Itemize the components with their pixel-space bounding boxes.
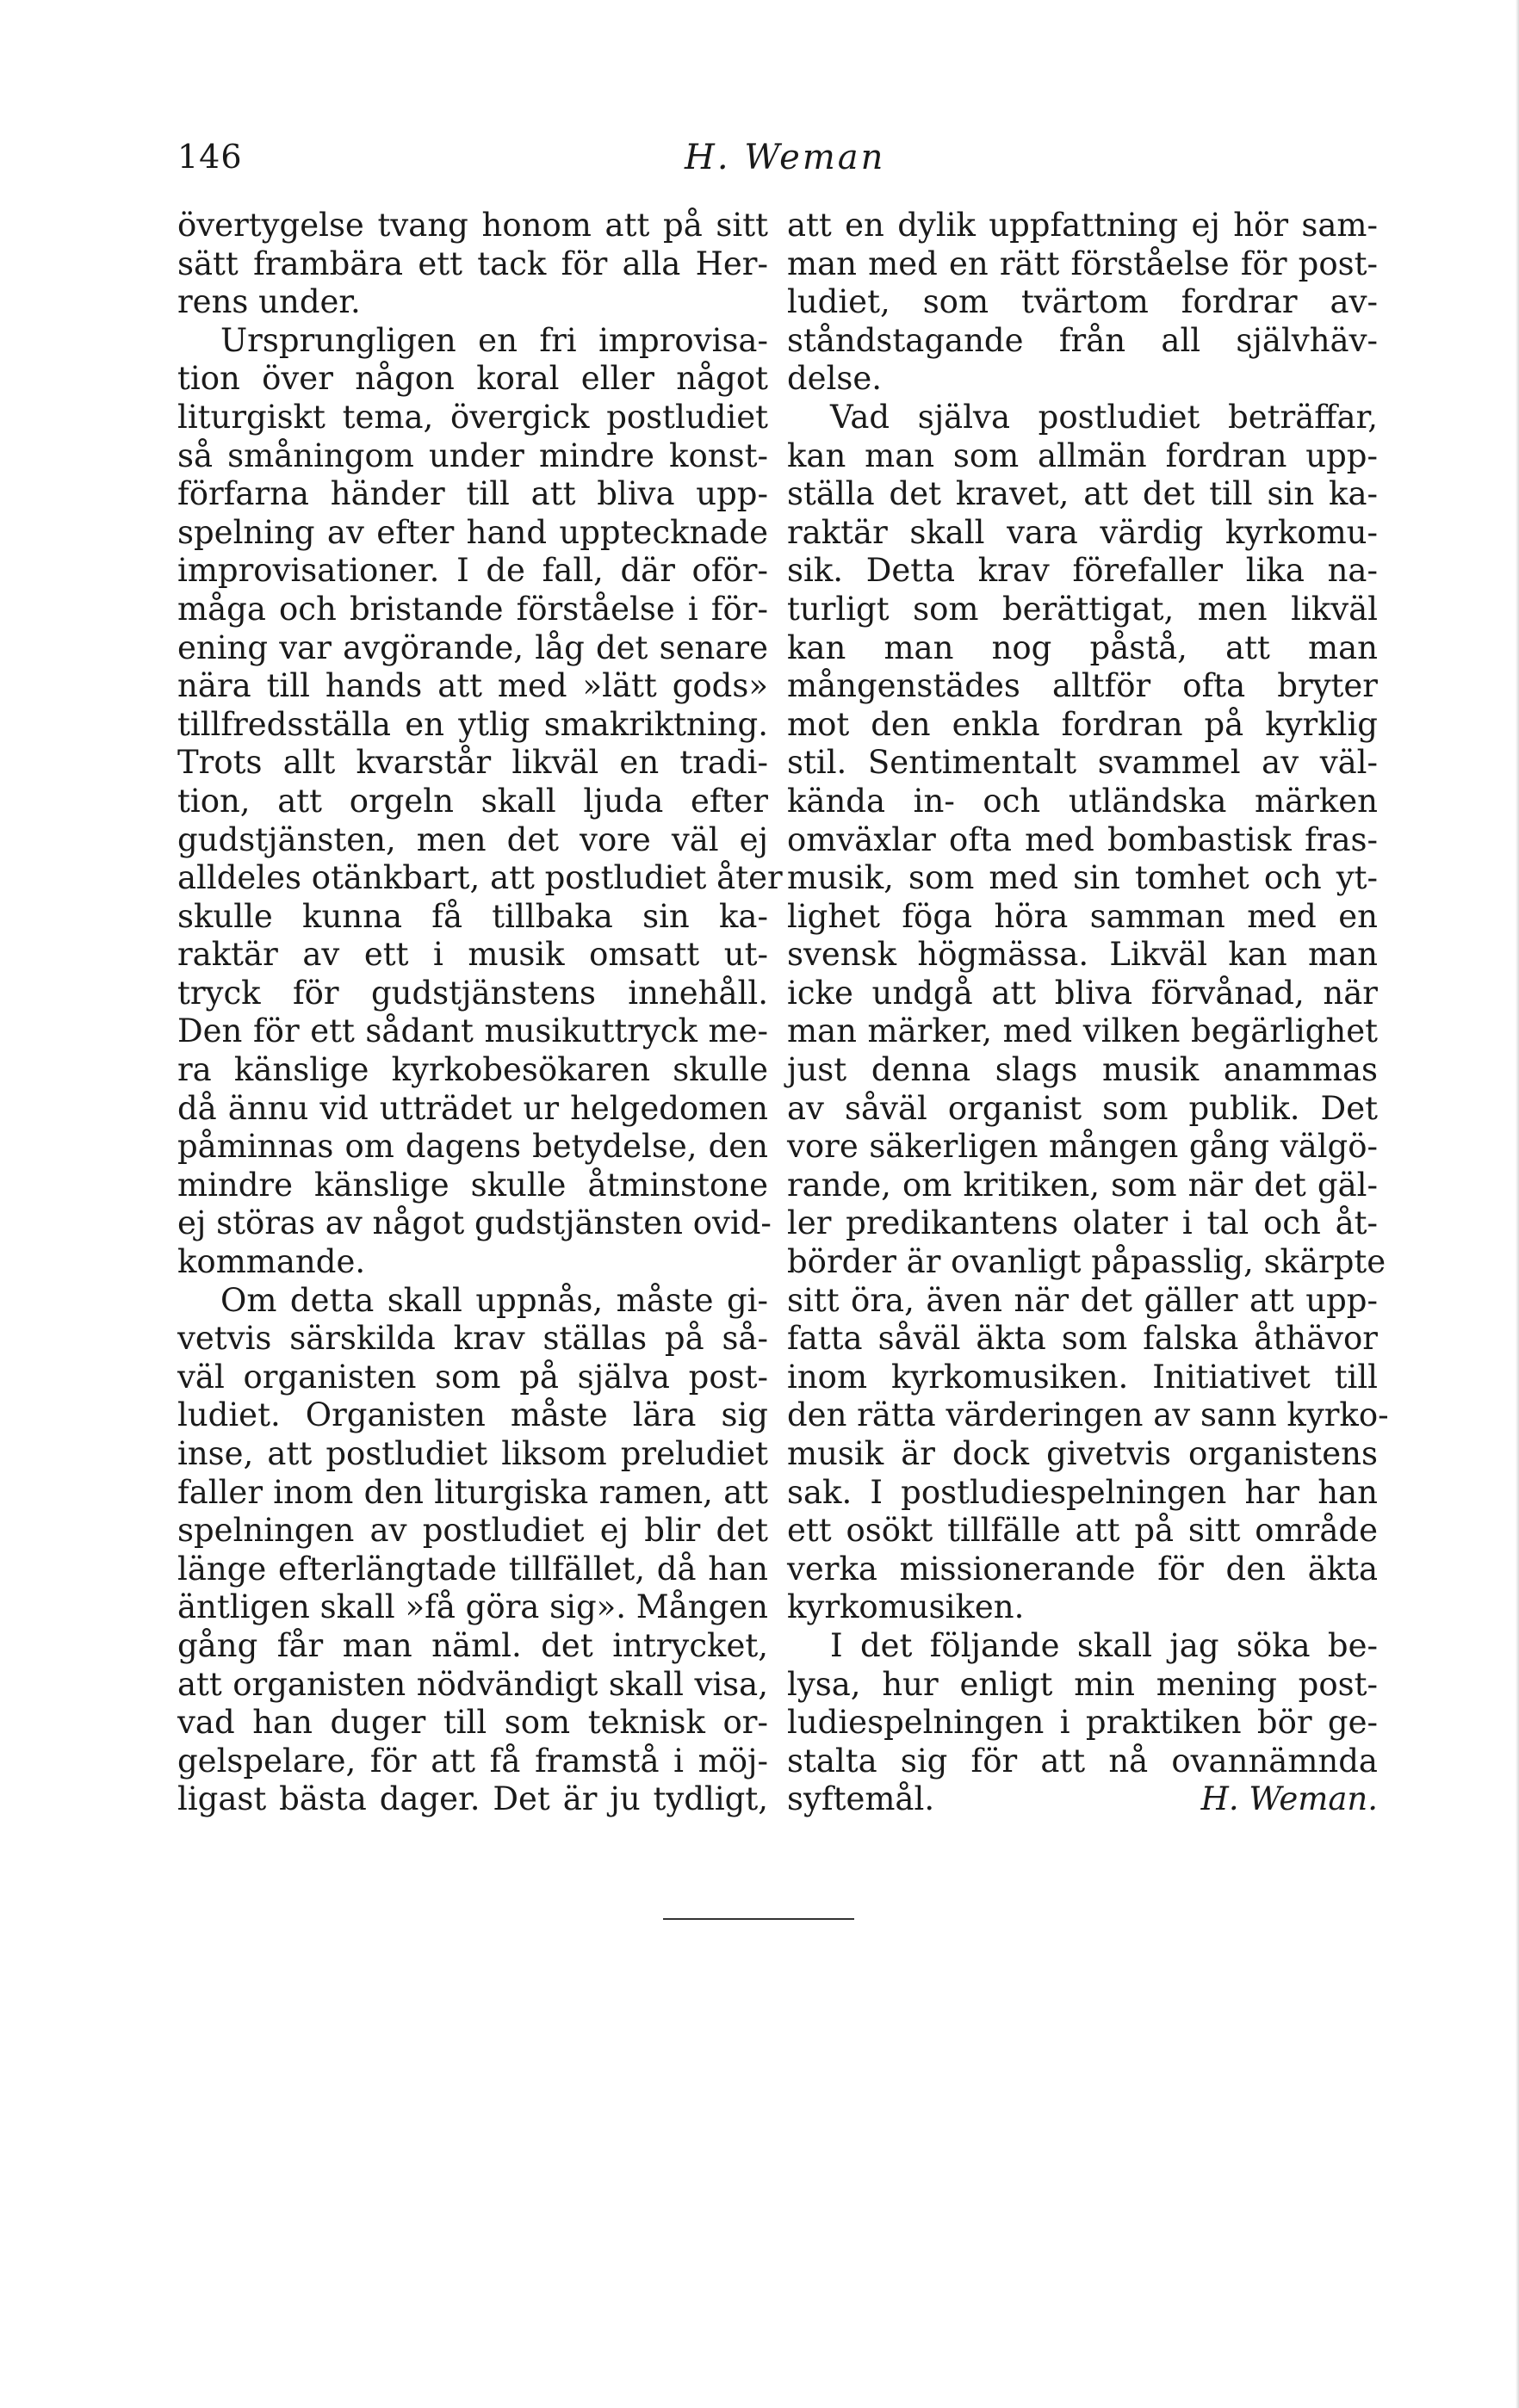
text-line: sitt öra, även när det gäller att upp- — [787, 1281, 1378, 1319]
text-line: kommande. — [177, 1243, 366, 1281]
text-line: lighet föga höra samman med en — [787, 897, 1378, 935]
text-line: Om detta skall uppnås, måste gi- — [220, 1281, 768, 1319]
text-line: ludiet. Organisten måste lära sig — [177, 1396, 768, 1434]
text-line: stalta sig för att nå ovannämnda — [787, 1742, 1378, 1780]
section-divider — [663, 1918, 854, 1920]
text-line: lysa, hur enligt min mening post- — [787, 1665, 1378, 1703]
text-line: turligt som berättigat, men likväl — [787, 590, 1378, 628]
page-number: 146 — [177, 138, 243, 176]
text-line: sätt frambära ett tack för alla Her- — [177, 245, 768, 282]
text-line: delse. — [787, 360, 883, 398]
text-line: så småningom under mindre konst- — [177, 436, 768, 474]
text-line: I det följande skall jag söka be- — [830, 1626, 1378, 1664]
text-line: sak. I postludiespelningen har han — [787, 1473, 1378, 1511]
text-line: ligast bästa dager. Det är ju tydligt, — [177, 1780, 768, 1818]
text-line: förfarna händer till att bliva upp- — [177, 475, 768, 513]
text-line: äntligen skall »få göra sig». Mången — [177, 1588, 768, 1626]
text-line: ra känslige kyrkobesökaren skulle — [177, 1051, 768, 1089]
text-line: ståndstagande från all självhäv- — [787, 321, 1378, 359]
text-line: Trots allt kvarstår likväl en tradi- — [177, 744, 768, 782]
text-line: måga och bristande förståelse i för- — [177, 590, 768, 628]
text-line: att organisten nödvändigt skall visa, — [177, 1665, 768, 1703]
text-line: vad han duger till som teknisk or- — [177, 1704, 768, 1742]
text-line: alldeles otänkbart, att postludiet åter — [177, 859, 783, 897]
text-line: då ännu vid utträdet ur helgedomen — [177, 1089, 768, 1127]
text-line: väl organisten som på själva post- — [177, 1358, 768, 1396]
text-line: verka missionerande för den äkta — [787, 1550, 1378, 1588]
text-line: rens under. — [177, 283, 361, 321]
text-line: nära till hands att med »lätt gods» — [177, 667, 768, 705]
text-line: rande, om kritiken, som när det gäl- — [787, 1166, 1378, 1204]
closing-line — [787, 1780, 1378, 1819]
text-line: stil. Sentimentalt svammel av väl- — [787, 744, 1378, 782]
text-line: spelningen av postludiet ej blir det — [177, 1512, 768, 1550]
text-line: musik, som med sin tomhet och yt- — [787, 859, 1378, 897]
text-line: tion, att orgeln skall ljuda efter — [177, 782, 768, 820]
scan-edge — [1516, 0, 1519, 2408]
text-line: Den för ett sådant musikuttryck me- — [177, 1012, 768, 1050]
text-line: fatta såväl äkta som falska åthävor — [787, 1320, 1378, 1358]
text-line: kan man nog påstå, att man — [787, 628, 1378, 666]
text-line: inse, att postludiet liksom preludiet — [177, 1435, 768, 1472]
text-line: av såväl organist som publik. Det — [787, 1089, 1378, 1127]
text-line: sik. Detta krav förefaller lika na- — [787, 552, 1378, 590]
text-line: länge efterlängtade tillfället, då han — [177, 1550, 768, 1588]
text-line: ludiespelningen i praktiken bör ge- — [787, 1704, 1378, 1742]
text-line: ett osökt tillfälle att på sitt område — [787, 1512, 1378, 1550]
text-line: den rätta värderingen av sann kyrko- — [787, 1396, 1389, 1434]
author-signature: H. Weman. — [1200, 1780, 1378, 1818]
text-line: mångenstädes alltför ofta bryter — [787, 667, 1378, 705]
text-line: kända in- och utländska märken — [787, 782, 1378, 820]
running-head: H. Weman — [685, 138, 886, 177]
text-line: påminnas om dagens betydelse, den — [177, 1128, 768, 1166]
text-line: tryck för gudstjänstens innehåll. — [177, 974, 768, 1012]
text-line: gelspelare, för att få framstå i möj- — [177, 1742, 768, 1780]
text-line: vore säkerligen mången gång välgö- — [787, 1128, 1378, 1166]
text-line: skulle kunna få tillbaka sin ka- — [177, 897, 768, 935]
text-line: just denna slags musik anammas — [787, 1051, 1378, 1089]
text-line: ludiet, som tvärtom fordrar av- — [787, 283, 1378, 321]
text-line: Vad själva postludiet beträffar, — [830, 398, 1378, 436]
left-column — [177, 207, 783, 1819]
text-line: icke undgå att bliva förvånad, när — [787, 974, 1378, 1012]
text-line: vetvis särskilda krav ställas på så- — [177, 1320, 768, 1358]
text-line: inom kyrkomusiken. Initiativet till — [787, 1358, 1378, 1396]
text-line: improvisationer. I de fall, där oför- — [177, 552, 768, 590]
text-line: man med en rätt förståelse för post- — [787, 245, 1378, 282]
text-line: liturgiskt tema, övergick postludiet — [177, 398, 768, 436]
text-line: svensk högmässa. Likväl kan man — [787, 936, 1378, 974]
text-line: ler predikantens olater i tal och åt- — [787, 1204, 1378, 1242]
text-line: mindre känslige skulle åtminstone — [177, 1166, 768, 1204]
text-line: gudstjänsten, men det vore väl ej — [177, 820, 768, 858]
right-column — [787, 207, 1389, 1819]
text-line: ej störas av något gudstjänsten ovid- — [177, 1204, 772, 1242]
text-line: man märker, med vilken begärlighet — [787, 1012, 1378, 1050]
text-line: gång får man näml. det intrycket, — [177, 1626, 768, 1664]
text-line: spelning av efter hand upptecknade — [177, 513, 768, 551]
text-line: kan man som allmän fordran upp- — [787, 436, 1378, 474]
text-line: tion över någon koral eller något — [177, 360, 768, 398]
text-line: mot den enkla fordran på kyrklig — [787, 705, 1378, 743]
text-line: tillfredsställa en ytlig smakriktning. — [177, 705, 768, 743]
text-line: raktär av ett i musik omsatt ut- — [177, 936, 768, 974]
text-line: övertygelse tvang honom att på sitt — [177, 207, 768, 244]
closing-text: syftemål. — [787, 1780, 935, 1818]
text-line: ening var avgörande, låg det senare — [177, 628, 768, 666]
text-line: ställa det kravet, att det till sin ka- — [787, 475, 1378, 513]
text-line: börder är ovanligt påpasslig, skärpte — [787, 1243, 1386, 1281]
text-line: musik är dock givetvis organistens — [787, 1435, 1378, 1472]
text-line: omväxlar ofta med bombastisk fras- — [787, 820, 1378, 858]
text-line: raktär skall vara värdig kyrkomu- — [787, 513, 1378, 551]
text-line: kyrkomusiken. — [787, 1588, 1025, 1626]
text-line: att en dylik uppfattning ej hör sam- — [787, 207, 1378, 244]
text-line: Ursprungligen en fri improvisa- — [220, 321, 768, 359]
text-line: faller inom den liturgiska ramen, att — [177, 1473, 768, 1511]
